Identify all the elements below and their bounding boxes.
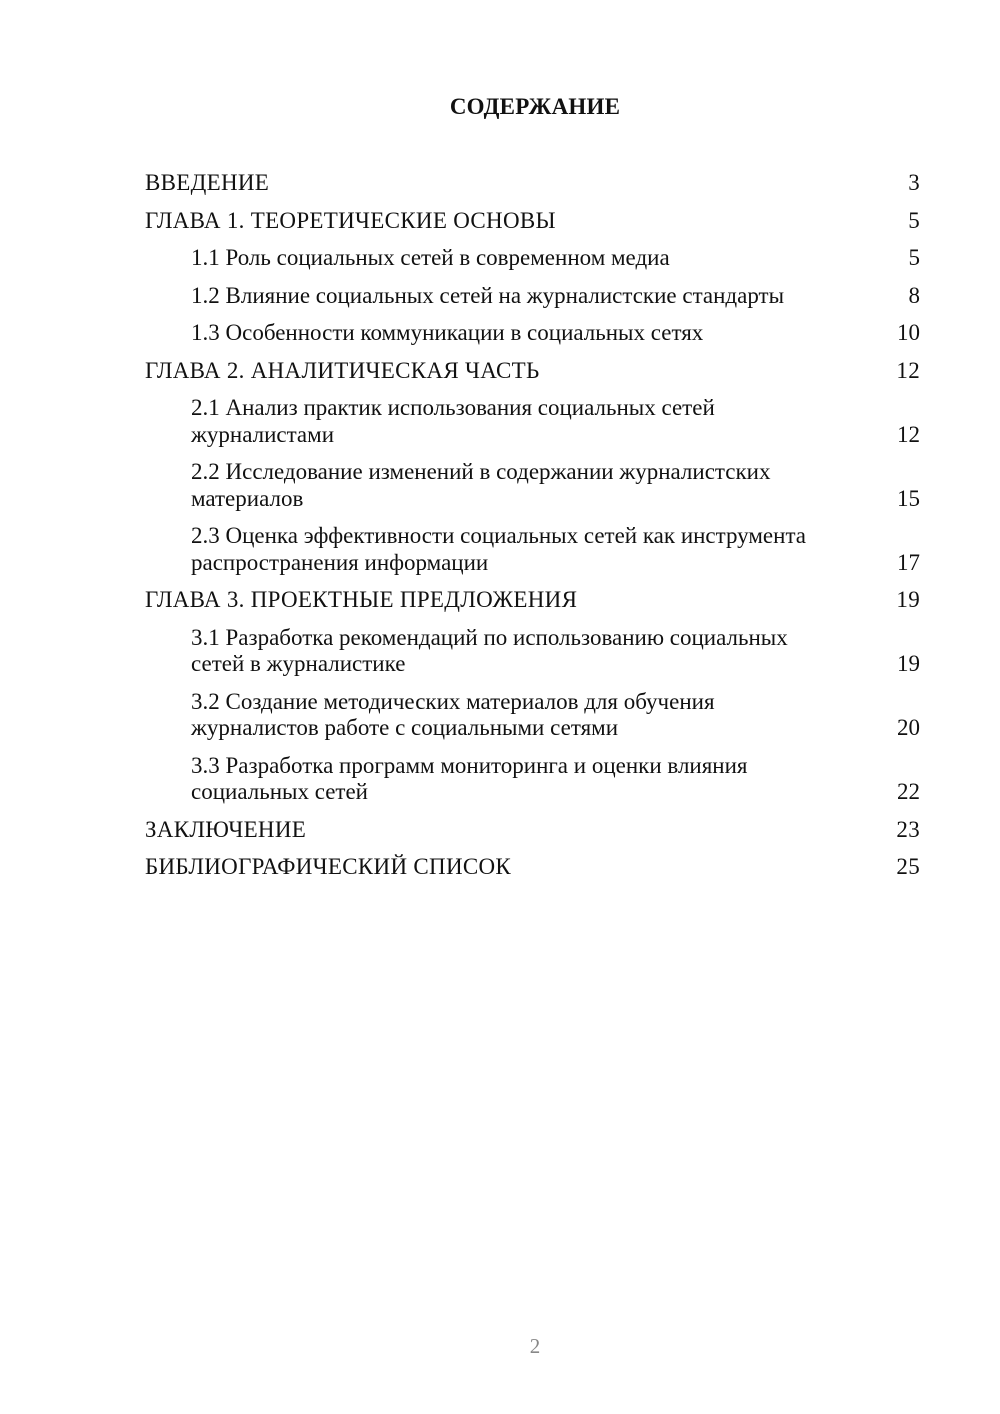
toc-entry-page: 20 [897, 715, 920, 740]
toc-entry-label: 1.3 Особенности коммуникации в социальных сетях [191, 320, 704, 345]
toc-entry-chapter-2 [145, 358, 920, 385]
toc-entry-page: 12 [896, 357, 920, 383]
toc-entry-introduction [145, 170, 920, 197]
toc-entry-section-3-3 [145, 753, 920, 806]
toc-entry-chapter-3 [145, 587, 920, 614]
toc-entry-label: 2.3 Оценка эффективности социальных сетей как инструмента распространения информации [191, 523, 806, 575]
toc-entry-section-1-3 [145, 320, 920, 347]
toc-entry-page: 5 [908, 245, 920, 270]
toc-entry-bibliography [145, 854, 920, 881]
toc-entry-label: 3.3 Разработка программ мониторинга и оценки влияния социальных сетей [191, 752, 748, 804]
toc-entry-section-2-3 [145, 523, 920, 576]
toc-entry-label: ЗАКЛЮЧЕНИЕ [145, 816, 307, 842]
toc-entry-label: ВВЕДЕНИЕ [145, 170, 270, 195]
toc-entry-page: 15 [897, 485, 920, 511]
page-title: СОДЕРЖАНИЕ [449, 94, 621, 119]
table-of-contents [145, 170, 920, 892]
toc-entry-page: 19 [896, 587, 920, 612]
toc-entry-section-1-2 [145, 283, 920, 310]
toc-entry-label: БИБЛИОГРАФИЧЕСКИЙ СПИСОК [145, 854, 512, 879]
toc-entry-page: 5 [908, 207, 920, 233]
page-number: 2 [529, 1334, 541, 1358]
toc-entry-label: 1.2 Влияние социальных сетей на журналистские стандарты [191, 282, 785, 308]
toc-entry-label: 3.1 Разработка рекомендаций по использованию социальных сетей в журналистике [191, 624, 788, 676]
toc-entry-label: 1.1 Роль социальных сетей в современном медиа [191, 245, 670, 270]
toc-entry-label: 2.2 Исследование изменений в содержании журналистских материалов [191, 459, 771, 511]
toc-entry-label: ГЛАВА 3. ПРОЕКТНЫЕ ПРЕДЛОЖЕНИЯ [145, 587, 578, 612]
toc-entry-page: 17 [897, 549, 920, 575]
toc-entry-conclusion [145, 817, 920, 844]
toc-entry-page: 10 [897, 320, 920, 345]
toc-entry-page: 23 [896, 816, 920, 842]
toc-entry-page: 19 [897, 651, 920, 676]
toc-entry-section-2-2 [145, 459, 920, 512]
toc-entry-section-2-1 [145, 395, 920, 448]
toc-entry-label: 2.1 Анализ практик использования социальных сетей журналистами [191, 395, 715, 447]
toc-entry-page: 25 [896, 854, 920, 879]
toc-entry-section-1-1 [145, 245, 920, 272]
toc-entry-label: 3.2 Создание методических материалов для обучения журналистов работе с социальными сетями [191, 688, 715, 740]
toc-entry-page: 3 [908, 170, 920, 195]
toc-entry-section-3-2 [145, 689, 920, 742]
toc-entry-section-3-1 [145, 625, 920, 678]
toc-entry-page: 22 [897, 779, 920, 804]
toc-entry-page: 12 [897, 421, 920, 447]
toc-entry-page: 8 [908, 282, 920, 308]
toc-entry-label: ГЛАВА 1. ТЕОРЕТИЧЕСКИЕ ОСНОВЫ [145, 207, 556, 233]
toc-entry-chapter-1 [145, 208, 920, 235]
toc-entry-label: ГЛАВА 2. АНАЛИТИЧЕСКАЯ ЧАСТЬ [145, 357, 540, 383]
